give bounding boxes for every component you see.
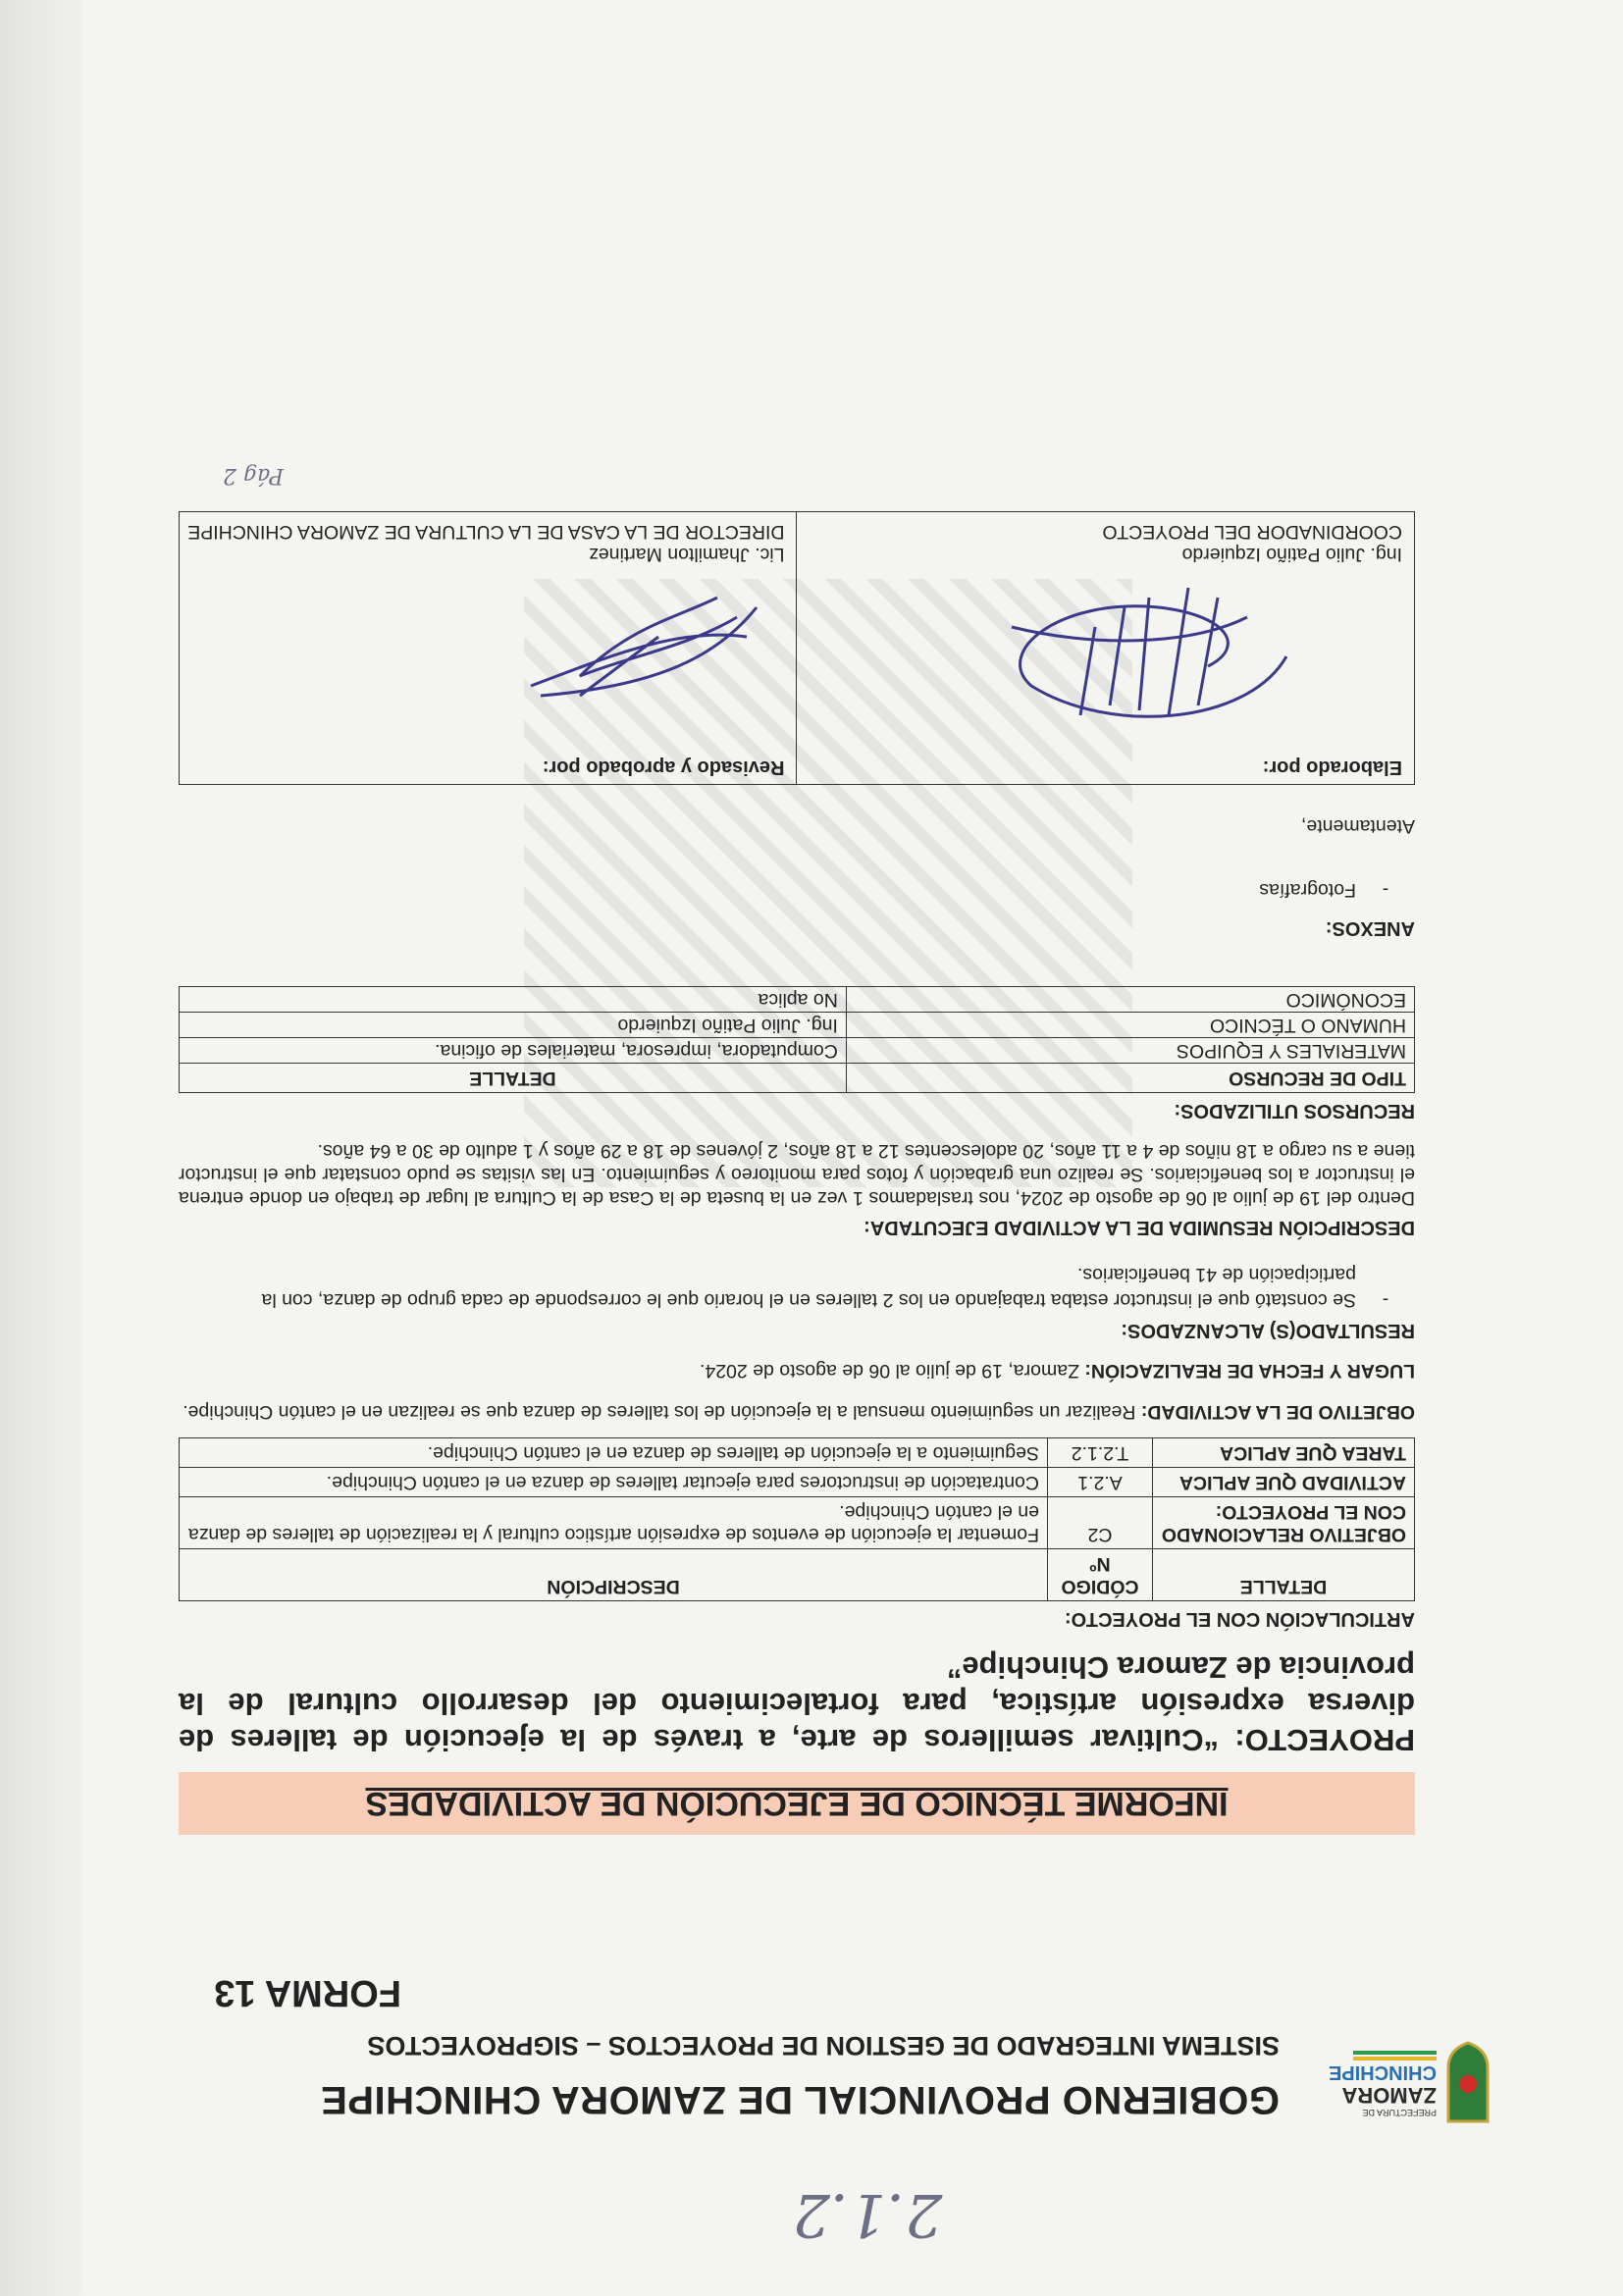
table-row — [180, 1468, 1415, 1497]
table-row — [180, 1497, 1415, 1549]
table-cell: A.2.1 — [1048, 1468, 1153, 1497]
table-cell: ACTIVIDAD QUE APLICA — [1153, 1468, 1415, 1497]
table-cell: Seguimiento a la ejecución de talleres de danza en el cantón Chinchipe. — [180, 1438, 1048, 1468]
table-header-row — [180, 1064, 1415, 1093]
place-and-date: LUGAR Y FECHA DE REALIZACIÓN: Zamora, 19 de julio al 06 de agosto de 2024. — [699, 1360, 1415, 1382]
prepared-by-label: Elaborado por: — [1262, 757, 1402, 778]
report-title-banner — [179, 1772, 1415, 1835]
handwritten-page-number: 2.1.2 — [792, 2180, 943, 2249]
table-cell: Ing. Julio Patiño Izquierdo — [180, 1013, 847, 1038]
column-header: DESCRIPCIÓN — [180, 1549, 1048, 1601]
table-cell: Computadora, impresora, materiales de oficina. — [180, 1038, 847, 1064]
table-cell: Fomentar la ejecución de eventos de expresión artístico cultural y la realización de talleres de danza en el cantón Chinchipe. — [180, 1497, 1048, 1549]
column-header: CÓDIGO Nº — [1048, 1549, 1153, 1601]
table-header-row — [180, 1549, 1415, 1601]
summary-heading: DESCRIPCIÓN RESUMIDA DE LA ACTIVIDAD EJECUTADA: — [864, 1217, 1415, 1238]
document-header — [127, 1974, 1500, 2131]
summary-text: Dentro del 19 de julio al 06 de agosto de 2024, nos trasladamos 1 vez en la buseta de la Casa de la Cultura al lugar de trabajo en donde entrena el instructor a los beneficiarios. Se realizo una grabación y fotos para monitoreo y seguimiento. En las visitas se pudo constatar que el instructor tiene a su cargo a 18 niños de 4 a 11 años, 20 adolescentes 12 a 18 años, 2 jóvenes de 18 a 29 años y 1 adulto de 30 a 64 años. — [179, 1140, 1415, 1209]
results-text: Se constató que el instructor estaba trabajando en los 2 talleres en el horario que le corresponde de cada grupo de danza, con la participación de 41 beneficiarios. — [261, 1264, 1356, 1311]
table-cell: TAREA QUE APLICA — [1153, 1438, 1415, 1468]
results-item — [179, 1262, 1415, 1313]
results-heading: RESULTADO(S) ALCANZADOS: — [1121, 1320, 1415, 1341]
signature-cell-right — [180, 463, 798, 785]
prefectura-logo — [1328, 2004, 1495, 2131]
resources-heading: RECURSOS UTILIZADOS: — [1174, 1100, 1415, 1122]
signatory-name: Ing. Julio Patiño Izquierdo — [1181, 544, 1402, 565]
report-title: INFORME TÉCNICO DE EJECUCIÓN DE ACTIVIDADES — [365, 1785, 1229, 1823]
annexes-heading: ANEXOS: — [1325, 917, 1415, 939]
column-header: TIPO DE RECURSO — [846, 1064, 1414, 1093]
system-name: SISTEMA INTEGRADO DE GESTION DE PROYECTOS – SIGPROYECTOS — [367, 2031, 1280, 2061]
report-body — [179, 463, 1415, 1758]
table-row — [180, 987, 1415, 1013]
scan-edge — [0, 0, 82, 2296]
table-cell: C2 — [1048, 1497, 1153, 1549]
approved-by-signatory — [187, 520, 784, 565]
annex-item — [179, 877, 1415, 903]
table-cell: OBJETIVO RELACIONADO CON EL PROYECTO: — [1153, 1497, 1415, 1549]
form-number: FORMA 13 — [214, 1972, 401, 2013]
activity-objective: OBJETIVO DE LA ACTIVIDAD: Realizar un seguimiento mensual a la ejecución de los talleres de danza que se realizan en el cantón Chinchipe. — [183, 1401, 1415, 1423]
signatory-role: DIRECTOR DE LA CASA DE LA CULTURA DE ZAMORA CHINCHIPE — [187, 521, 785, 543]
handwritten-signature-right — [522, 588, 777, 715]
table-row — [180, 1038, 1415, 1064]
table-row — [180, 512, 1415, 785]
signatures-table — [179, 463, 1415, 785]
closing-salutation: Atentamente, — [1301, 815, 1415, 837]
table-cell: ECONÓMICO — [846, 987, 1414, 1013]
handwritten-signature-left — [992, 578, 1306, 745]
table-cell: T.2.1.2 — [1048, 1438, 1153, 1468]
signature-cell-left — [797, 512, 1415, 785]
signatory-role: COORDINADOR DEL PROYECTO — [1102, 521, 1402, 543]
signatory-name: Lic. Jhamilton Martinez — [589, 544, 785, 565]
column-header: DETALLE — [1153, 1549, 1415, 1601]
articulation-heading: ARTICULACIÓN CON EL PROYECTO: — [1064, 1608, 1415, 1630]
table-row — [180, 1438, 1415, 1468]
svg-text:ZAMORA: ZAMORA — [1341, 2083, 1437, 2108]
project-title: PROYECTO: “Cultivar semilleros de arte, a través de la ejecución de talleres de diversa expresión artística, para fortalecimiento del desarrollo cultural de la provincia de Zamora Chinchipe” — [179, 1650, 1415, 1757]
column-header: DETALLE — [180, 1064, 847, 1093]
annex-text: Fotografías — [1259, 879, 1356, 901]
bullet-dash: - — [1382, 879, 1389, 901]
prepared-by-signatory — [1102, 520, 1402, 565]
articulation-table — [179, 1437, 1415, 1601]
handwritten-initials: Pág 2 — [223, 463, 285, 488]
svg-text:PREFECTURA DE: PREFECTURA DE — [1362, 2108, 1437, 2117]
table-row — [180, 1013, 1415, 1038]
table-cell: MATERIALES Y EQUIPOS — [846, 1038, 1414, 1064]
table-cell: Contratación de instructores para ejecutar talleres de danza en el cantón Chinchipe. — [180, 1468, 1048, 1497]
bullet-dash: - — [1382, 1289, 1389, 1311]
resources-table — [179, 986, 1415, 1093]
approved-by-label: Revisado y aprobado por: — [542, 757, 785, 778]
svg-text:CHINCHIPE: CHINCHIPE — [1328, 2061, 1437, 2083]
table-cell: No aplica — [180, 987, 847, 1013]
table-cell: HUMANO O TÉCNICO — [846, 1013, 1414, 1038]
organization-name: GOBIERNO PROVINCIAL DE ZAMORA CHINCHIPE — [320, 2078, 1280, 2121]
